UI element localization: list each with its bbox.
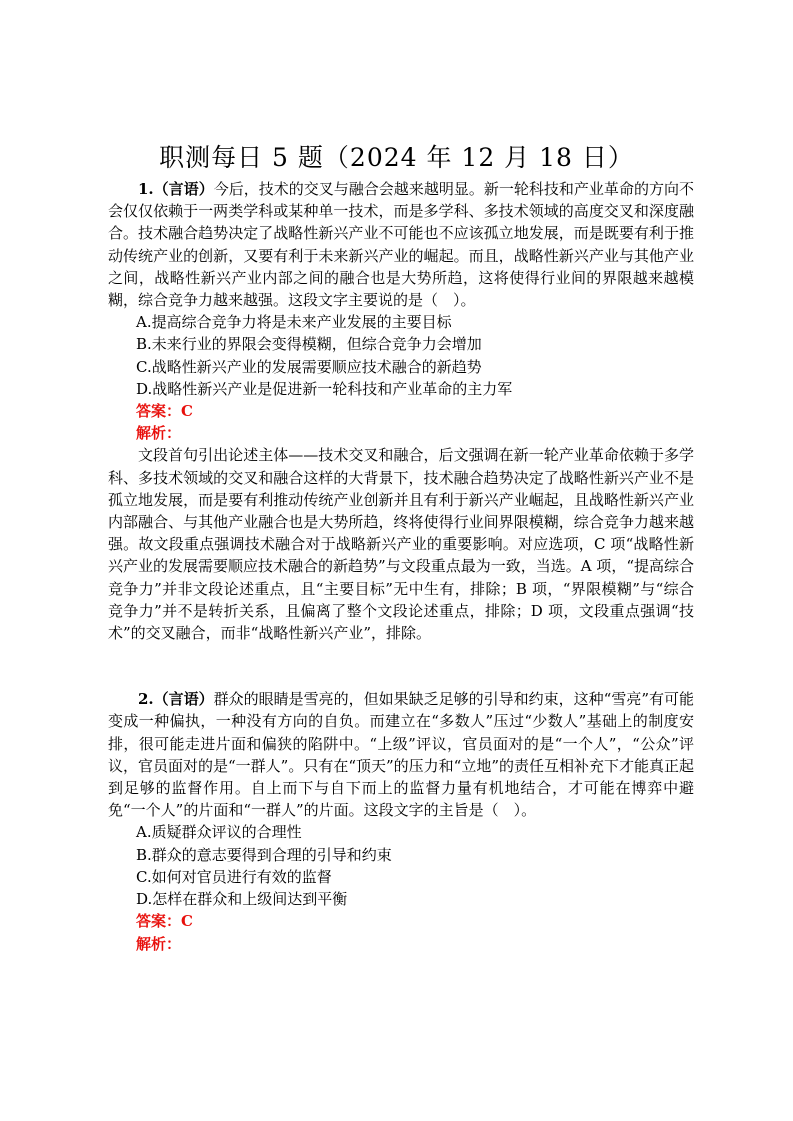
question-separator [108,644,694,688]
question-stem [108,178,694,311]
option-c: C.如何对官员进行有效的监督 [136,867,332,886]
option-d: D.战略性新兴产业是促进新一轮科技和产业革命的主力军 [136,379,513,398]
analysis-label: 解析： [136,424,182,443]
question-number: 1.（言语） [138,180,214,198]
answer-label: 答案：C [136,402,193,421]
option-b: B.未来行业的界限会变得模糊，但综合竞争力会增加 [136,335,482,354]
question-stem [108,688,694,821]
question-2 [108,688,694,954]
option-a: A.提高综合竞争力将是未来产业发展的主要目标 [136,313,452,332]
option-d: D.怎样在群众和上级间达到平衡 [136,890,348,909]
option-c: C.战略性新兴产业的发展需要顺应技术融合的新趋势 [136,357,482,376]
question-number: 2.（言语） [138,690,214,709]
option-a: A.质疑群众评议的合理性 [136,823,302,842]
page-title: 职测每日 5 题（2024 年 12 月 18 日） [159,143,634,172]
analysis-text: 文段首句引出论述主体——技术交叉和融合，后文强调在新一轮产业革命依赖于多学科、多技术领域的交叉和融合这样的大背景下，技术融合趋势决定了战略性新兴产业不是孤立地发展，而是要有利推动传统产业创新并且有利于新兴产业崛起，且战略性新兴产业内部融合、与其他产业融合也是大势所趋，终将使得行业间界限模糊，综合竞争力越来越强。故文段重点强调技术融合对于战略新兴产业的重要影响。对应选项，C 项“战略性新兴产业的发展需要顺应技术融合的新趋势”与文段重点最为一致，当选。A 项，“提高综合竞争力”并非文段论述重点，且“主要目标”无中生有，排除；B 项，“界限模糊”与“综合竞争力”并不是转折关系，且偏离了整个文段论述重点，排除；D 项，文段重点强调“技术”的交叉融合，而非“战略性新兴产业”，排除。 [108,446,694,643]
document-body [108,178,694,955]
question-1 [108,178,694,644]
analysis-label: 解析： [136,934,182,953]
option-b: B.群众的意志要得到合理的引导和约束 [136,845,392,864]
question-text: 今后，技术的交叉与融合会越来越明显。新一轮科技和产业革命的方向不会仅仅依赖于一两类学科或某种单一技术，而是多学科、多技术领域的高度交叉和深度融合。技术融合趋势决定了战略性新兴产业不可能也不应该孤立地发展，而是既要有利于推动传统产业的创新，又要有利于未来新兴产业的崛起。而且，战略性新兴产业与其他产业之间，战略性新兴产业内部之间的融合也是大势所趋，这将使得行业间的界限越来越模糊，综合竞争力越来越强。这段文字主要说的是（ ）。 [108,180,694,310]
question-text: 群众的眼睛是雪亮的，但如果缺乏足够的引导和约束，这种“雪亮”有可能变成一种偏执，一种没有方向的自负。而建立在“多数人”压过“少数人”基础上的制度安排，很可能走进片面和偏狭的陷阱中。“上级”评议，官员面对的是“一个人”，“公众”评议，官员面对的是“一群人”。只有在“顶天”的压力和“立地”的责任互相补充下才能真正起到足够的监督作用。自上而下与自下而上的监督力量有机地结合，才可能在博弈中避免“一个人”的片面和“一群人”的片面。这段文字的主旨是（ ）。 [108,690,695,820]
answer-label: 答案：C [136,912,193,931]
